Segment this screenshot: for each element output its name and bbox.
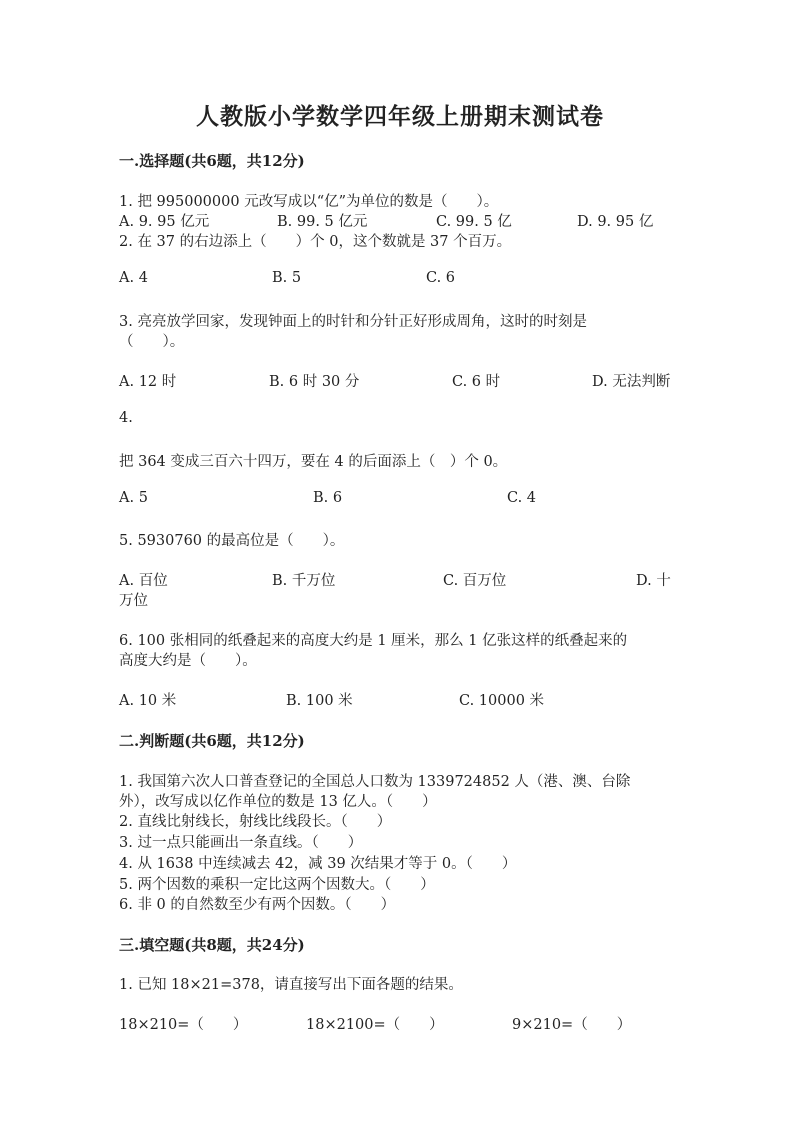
- q1-4-option-b: B. 6: [313, 490, 343, 506]
- q1-6-option-b: B. 100 米: [286, 693, 353, 709]
- q1-3-option-a: A. 12 时: [119, 374, 177, 390]
- q1-2-stem: 2. 在 37 的右边添上（ ）个 0，这个数就是 37 个百万。: [119, 234, 512, 250]
- q1-6-stem-line2: 高度大约是（ ）。: [119, 653, 257, 669]
- section-3-heading: 三.填空题(共8题，共24分): [119, 936, 305, 954]
- q1-3-stem-line1: 3. 亮亮放学回家，发现钟面上的时针和分针正好形成周角，这时的时刻是: [119, 314, 587, 330]
- q1-6-stem-line1: 6. 100 张相同的纸叠起来的高度大约是 1 厘米，那么 1 亿张这样的纸叠起来的: [119, 633, 628, 649]
- q1-4-option-a: A. 5: [119, 490, 148, 506]
- q3-1-item-1: 18×210=（ ）: [119, 1017, 248, 1033]
- section-2-heading: 二.判断题(共6题，共12分): [119, 732, 305, 750]
- page-title: 人教版小学数学四年级上册期末测试卷: [196, 103, 604, 130]
- q1-4-number: 4.: [119, 410, 133, 426]
- q1-2-option-b: B. 5: [272, 270, 302, 286]
- q1-5-option-c: C. 百万位: [443, 573, 507, 589]
- q1-3-option-b: B. 6 时 30 分: [269, 374, 360, 390]
- q1-5-option-a: A. 百位: [119, 573, 168, 589]
- q2-3: 3. 过一点只能画出一条直线。（ ）: [119, 835, 363, 851]
- q3-1-item-3: 9×210=（ ）: [512, 1017, 632, 1033]
- q1-1-stem: 1. 把 995000000 元改写成以“亿”为单位的数是（ ）。: [119, 194, 499, 210]
- q1-1-option-d: D. 9. 95 亿: [577, 214, 654, 230]
- q1-2-option-a: A. 4: [119, 270, 148, 286]
- q1-4-option-c: C. 4: [507, 490, 537, 506]
- q3-1-stem: 1. 已知 18×21=378，请直接写出下面各题的结果。: [119, 977, 463, 993]
- section-1-heading: 一.选择题(共6题，共12分): [119, 152, 305, 170]
- q1-3-stem-line2: （ ）。: [119, 334, 185, 350]
- q1-5-option-d-wrap: 万位: [119, 593, 148, 609]
- q2-6: 6. 非 0 的自然数至少有两个因数。（ ）: [119, 897, 396, 913]
- q1-1-option-c: C. 99. 5 亿: [436, 214, 512, 230]
- q1-6-option-c: C. 10000 米: [459, 693, 545, 709]
- q1-5-stem: 5. 5930760 的最高位是（ ）。: [119, 533, 345, 549]
- q1-1-option-a: A. 9. 95 亿元: [119, 214, 210, 230]
- q1-5-option-d: D. 十: [636, 573, 671, 589]
- q1-5-option-b: B. 千万位: [272, 573, 336, 589]
- q1-2-option-c: C. 6: [426, 270, 456, 286]
- q2-2: 2. 直线比射线长，射线比线段长。（ ）: [119, 814, 392, 830]
- q1-3-option-c: C. 6 时: [452, 374, 501, 390]
- q1-6-option-a: A. 10 米: [119, 693, 177, 709]
- q1-3-option-d: D. 无法判断: [592, 374, 671, 390]
- q2-5: 5. 两个因数的乘积一定比这两个因数大。（ ）: [119, 877, 435, 893]
- q2-1-line1: 1. 我国第六次人口普查登记的全国总人口数为 1339724852 人（港、澳、台除: [119, 774, 631, 790]
- q1-1-option-b: B. 99. 5 亿元: [277, 214, 368, 230]
- q1-4-stem: 把 364 变成三百六十四万，要在 4 的后面添上（ ）个 0。: [119, 454, 508, 470]
- q2-1-line2: 外），改写成以亿作单位的数是 13 亿人。（ ）: [119, 794, 437, 810]
- q2-4: 4. 从 1638 中连续减去 42，减 39 次结果才等于 0。（ ）: [119, 856, 517, 872]
- q3-1-item-2: 18×2100=（ ）: [306, 1017, 444, 1033]
